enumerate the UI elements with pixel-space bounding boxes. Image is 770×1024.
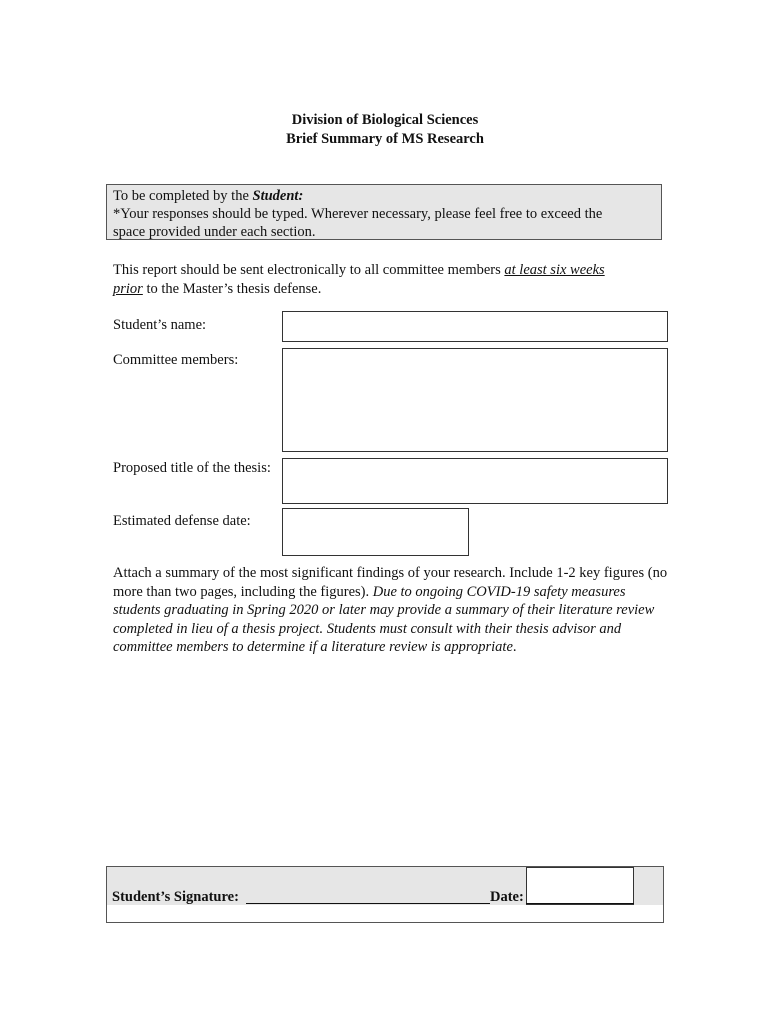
thesis-title-field[interactable] — [282, 458, 668, 504]
signature-date-field[interactable] — [526, 867, 634, 905]
student-name-field[interactable] — [282, 311, 668, 342]
submission-notice — [113, 261, 673, 299]
instruction-line-3: space provided under each section. — [113, 224, 316, 240]
notice-emphasis-2: prior — [113, 281, 143, 297]
summary-end: . — [512, 639, 517, 655]
instruction-student: Student: — [252, 188, 304, 204]
thesis-title-label: Proposed title of the thesis: — [113, 460, 271, 476]
notice-emphasis-1: at least six weeks — [504, 262, 605, 278]
defense-date-field[interactable] — [282, 508, 469, 556]
instruction-line-1 — [113, 187, 655, 205]
defense-date-label: Estimated defense date: — [113, 513, 251, 529]
signature-label: Student’s Signature: — [112, 889, 239, 905]
date-label: Date: — [490, 889, 524, 905]
notice-text-after: to the Master’s thesis defense. — [142, 281, 322, 297]
instruction-line-2: *Your responses should be typed. Wherever necessary, please feel free to exceed the — [113, 206, 603, 222]
instruction-box — [106, 184, 662, 240]
committee-members-field[interactable] — [282, 348, 668, 452]
summary-text: Attach a summary of the most significant findings of your research. Include 1-2 key figures (no more than two pages, including the figures). — [113, 565, 668, 600]
committee-members-label: Committee members: — [113, 352, 239, 368]
instruction-prefix: To be completed by the — [113, 188, 253, 204]
form-header — [0, 111, 770, 149]
summary-instructions — [113, 564, 673, 657]
student-name-label: Student’s name: — [113, 317, 207, 333]
notice-text-before: This report should be sent electronically to all committee members — [113, 262, 505, 278]
form-title: Brief Summary of MS Research — [286, 131, 484, 147]
division-title: Division of Biological Sciences — [291, 112, 479, 128]
summary-covid-note: Due to ongoing COVID-19 safety measures students graduating in Spring 2020 or later may provide a summary of their literature review completed in lieu of a thesis project. Students must consult with their thesis advisor and committee members to determine if a literature review is appropriate — [113, 583, 655, 655]
date-underline — [526, 903, 634, 904]
signature-line[interactable] — [246, 903, 490, 904]
